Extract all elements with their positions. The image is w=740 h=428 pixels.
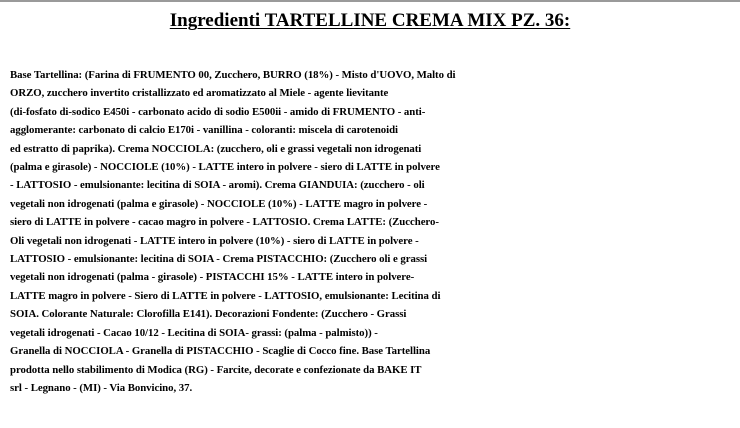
text-line: ed estratto di paprika). Crema NOCCIOLA: (zucchero, oli e grassi vegetali non idrogenati: [10, 142, 422, 155]
text-line: LATTOSIO - emulsionante: lecitina di SOIA - Crema PISTACCHIO: (Zucchero oli e grassi: [10, 253, 428, 266]
text-line: (di-fosfato di-sodico E450i - carbonato acido di sodio E500ii - amido di FRUMENTO - anti-: [10, 105, 426, 118]
text-line: LATTE magro in polvere - Siero di LATTE in polvere - LATTOSIO, emulsionante: Lecitina di: [10, 289, 441, 302]
text-line: vegetali idrogenati - Cacao 10/12 - Lecitina di SOIA- grassi: (palma - palmisto)) -: [10, 326, 378, 339]
text-line: srl - Legnano - (MI) - Via Bonvicino, 37.: [10, 381, 193, 394]
text-line: agglomerante: carbonato di calcio E170i - vanillina - coloranti: miscela di carotenoidi: [10, 124, 398, 137]
document-title: [0, 9, 740, 33]
document-title-text: Ingredienti TARTELLINE CREMA MIX PZ. 36:: [169, 10, 571, 31]
text-line: vegetali non idrogenati (palma e girasole) - NOCCIOLE (10%) - LATTE magro in polvere -: [10, 197, 428, 210]
text-line: Granella di NOCCIOLA - Granella di PISTACCHIO - Scaglie di Cocco fine. Base Tartellina: [10, 345, 431, 358]
text-line: (palma e girasole) - NOCCIOLE (10%) - LATTE intero in polvere - siero di LATTE in polvere: [10, 161, 440, 174]
text-line: SOIA. Colorante Naturale: Clorofilla E141). Decorazioni Fondente: (Zucchero - Grassi: [10, 308, 407, 321]
text-line: vegetali non idrogenati (palma - girasole) - PISTACCHI 15% - LATTE intero in polvere-: [10, 271, 415, 284]
text-line: - LATTOSIO - emulsionante: lecitina di SOIA - aromi). Crema GIANDUIA: (zucchero - oli: [10, 179, 425, 192]
ingredients-text: [10, 66, 740, 397]
text-line: prodotta nello stabilimento di Modica (RG) - Farcite, decorate e confezionate da BAKE IT: [10, 363, 422, 376]
top-border: [0, 0, 740, 2]
text-line: Base Tartellina: (Farina di FRUMENTO 00, Zucchero, BURRO (18%) - Misto d'UOVO, Malto di: [10, 69, 456, 81]
text-line: ORZO, zucchero invertito cristallizzato ed aromatizzato al Miele - agente lievitante: [10, 87, 389, 100]
text-line: siero di LATTE in polvere - cacao magro in polvere - LATTOSIO. Crema LATTE: (Zucchero-: [10, 216, 439, 229]
text-line: Oli vegetali non idrogenati - LATTE intero in polvere (10%) - siero di LATTE in polvere -: [10, 234, 419, 247]
